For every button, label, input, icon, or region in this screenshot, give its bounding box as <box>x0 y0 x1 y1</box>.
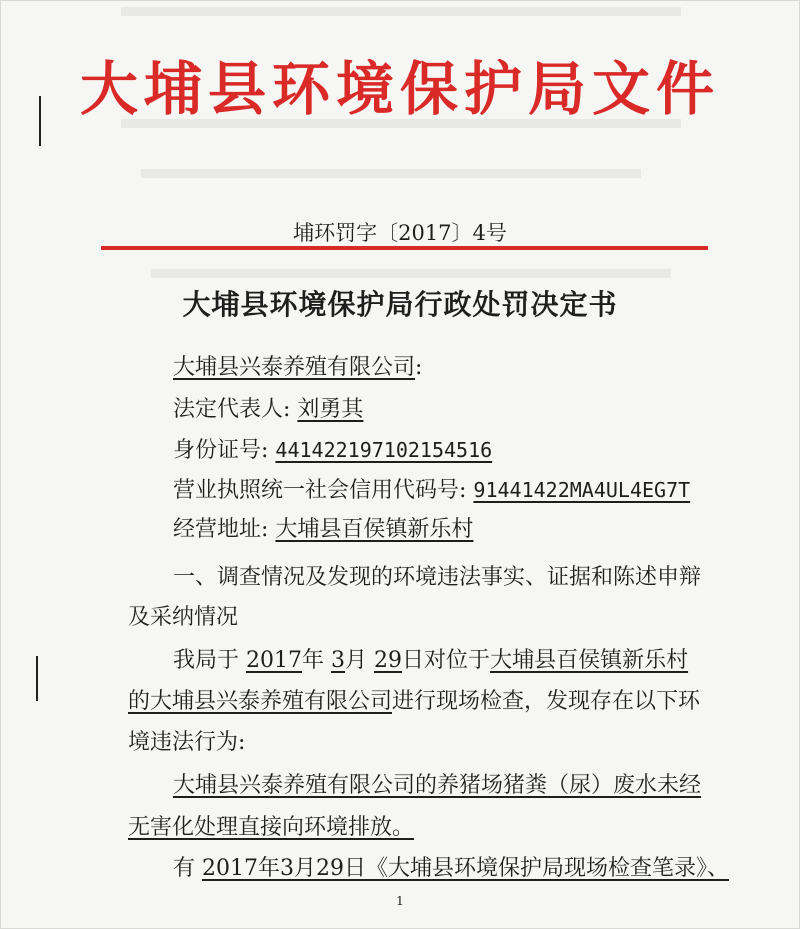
violation-line1: 大埔县兴泰养殖有限公司的养猪场猪粪（尿）废水未经 <box>173 773 702 798</box>
inspected-company: 的大埔县兴泰养殖有限公司 <box>128 689 393 714</box>
inspection-month: 3 <box>331 648 346 673</box>
legal-rep-line <box>173 395 363 425</box>
paragraph1-line1 <box>173 646 688 676</box>
legal-rep-label: 法定代表人: <box>173 397 291 422</box>
id-number-label: 身份证号: <box>173 438 269 463</box>
address-value: 大埔县百侯镇新乐村 <box>275 517 474 542</box>
document-header-title: 大埔县环境保护局文件 <box>79 55 720 123</box>
recipient-suffix: : <box>415 355 423 380</box>
para1-text: 日对位于 <box>402 648 491 673</box>
header-divider <box>101 246 708 250</box>
para1-text: 年 <box>302 648 325 673</box>
inspection-place: 大埔县百侯镇新乐村 <box>490 648 689 673</box>
para2-text: 有 <box>173 856 196 881</box>
credit-code-label: 营业执照统一社会信用代码号: <box>173 478 467 503</box>
para1-text: 进行现场检查，发现存在以下环 <box>392 689 701 714</box>
section1-heading-cont: 及采纳情况 <box>128 605 239 630</box>
address-label: 经营地址: <box>173 517 269 542</box>
document-number: 埔环罚字〔2017〕4号 <box>293 221 507 245</box>
recipient-line <box>173 353 422 383</box>
section1-heading: 一、调查情况及发现的环境违法事实、证据和陈述申辩 <box>173 565 702 590</box>
para1-text: 我局于 <box>173 648 240 673</box>
binding-mark <box>36 656 38 701</box>
bleed-through-text <box>151 269 671 278</box>
inspection-day: 29 <box>374 648 403 673</box>
violation-line2: 无害化处理直接向环境排放。 <box>128 815 415 840</box>
bleed-through-text <box>141 169 641 178</box>
id-number-line <box>173 435 492 466</box>
address-line <box>173 515 473 545</box>
para1-text: 月 <box>345 648 368 673</box>
inspection-year: 2017 <box>246 648 303 673</box>
evidence-record: 2017年3月29日《大埔县环境保护局现场检查笔录》、 <box>202 856 729 881</box>
credit-code-line <box>173 475 690 506</box>
paragraph1-line2 <box>128 687 700 717</box>
paragraph2-line1 <box>173 854 729 884</box>
credit-code-value: 91441422MA4UL4EG7T <box>473 478 691 502</box>
id-number-value: 441422197102154516 <box>275 438 493 462</box>
legal-rep-value: 刘勇其 <box>297 397 364 422</box>
page-number: 1 <box>396 894 404 908</box>
document-title: 大埔县环境保护局行政处罚决定书 <box>182 288 618 321</box>
paragraph1-line3: 境违法行为: <box>128 730 246 755</box>
recipient-company: 大埔县兴泰养殖有限公司 <box>173 355 416 380</box>
bleed-through-text <box>121 7 681 16</box>
